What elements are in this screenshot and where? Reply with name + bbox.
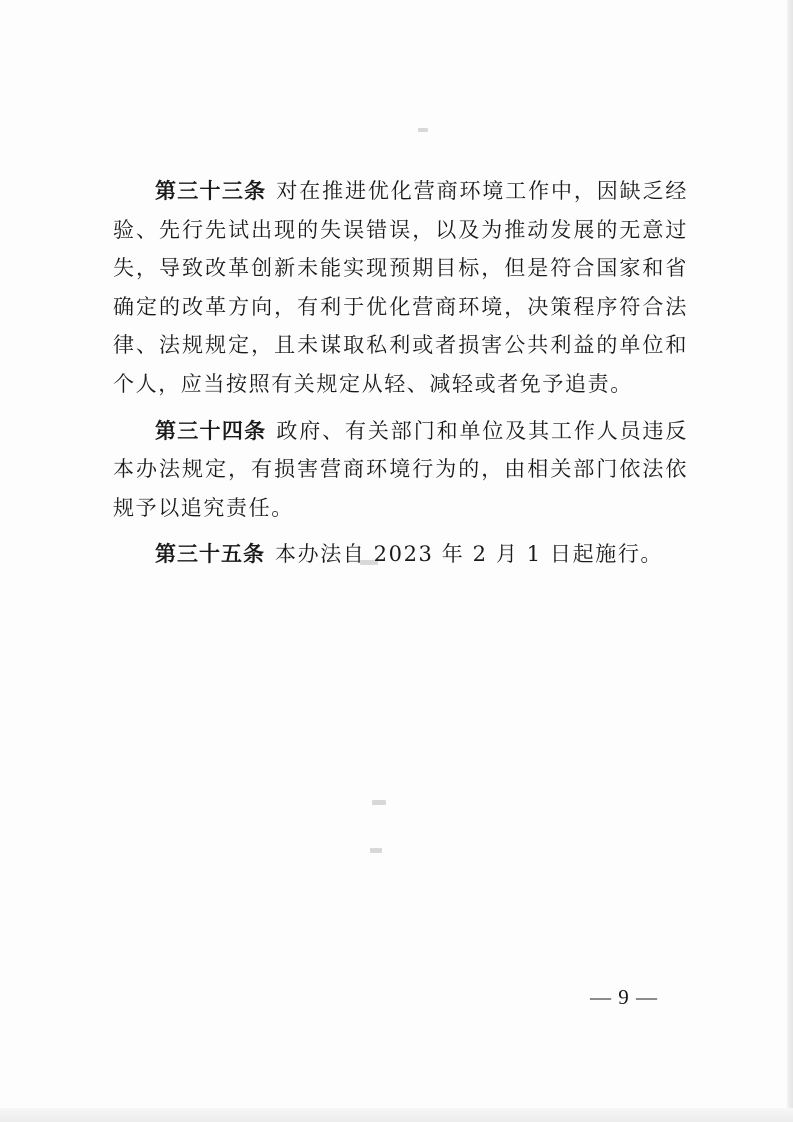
article-number: 第三十四条	[155, 418, 267, 443]
page-edge-shadow-right	[787, 0, 793, 1122]
article-34	[113, 412, 688, 528]
scan-speck	[418, 128, 428, 132]
article-35	[113, 535, 688, 574]
article-text: 本办法自 2023 年 2 月 1 日起施行。	[275, 542, 664, 567]
article-number: 第三十三条	[155, 179, 267, 203]
article-number: 第三十五条	[155, 542, 265, 567]
scan-speck	[372, 800, 386, 805]
article-text: 政府、有关部门和单位及其工作人员违反本办法规定，有损害营商环境行为的，由相关部门依法依规予以追究责任。	[113, 418, 688, 520]
article-33	[113, 172, 688, 404]
page-number: — 9 —	[590, 985, 658, 1009]
article-text: 对在推进优化营商环境工作中，因缺乏经验、先行先试出现的失误错误，以及为推动发展的无意过失，导致改革创新未能实现预期目标，但是符合国家和省确定的改革方向，有利于优化营商环境，决策程序符合法律、法规规定，且未谋取私利或者损害公共利益的单位和个人，应当按照有关规定从轻、减轻或者免予追责。	[113, 179, 688, 396]
page-edge-shadow-bottom	[0, 1108, 793, 1122]
document-body	[113, 172, 688, 582]
scan-speck	[370, 848, 382, 853]
